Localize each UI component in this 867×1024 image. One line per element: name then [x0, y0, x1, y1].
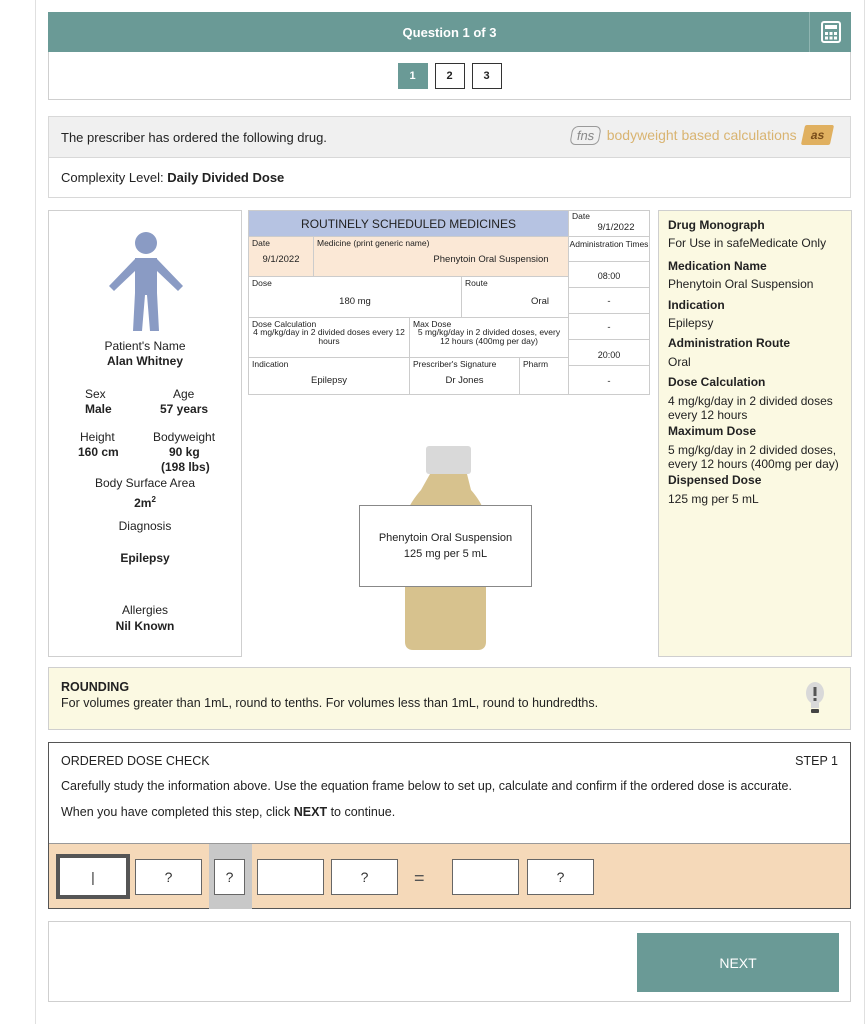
- complexity-row: [48, 158, 851, 198]
- dose-cell: Dose 180 mg: [249, 277, 462, 318]
- dose-check-next-hint: When you have completed this step, click NEXT to continue.: [61, 804, 396, 819]
- equation-result-unit[interactable]: ?: [527, 859, 594, 895]
- age-value: 57 years: [160, 402, 209, 416]
- monograph-route: Oral: [668, 354, 691, 369]
- prescriber-text: The prescriber has ordered the following drug.: [61, 129, 327, 145]
- bodyweight-lbs: (198 lbs): [161, 460, 210, 474]
- brand-badge: as: [801, 125, 835, 145]
- monograph-title: Drug Monograph: [668, 218, 765, 232]
- indication-value: Epilepsy: [311, 375, 347, 386]
- person-icon: [107, 231, 185, 333]
- bottle-line-2: 125 mg per 5 mL: [403, 548, 488, 560]
- bottle-line-1: Phenytoin Oral Suspension: [378, 532, 513, 544]
- bsa-value: $2m^2$: [134, 495, 156, 510]
- patient-panel: [48, 210, 242, 657]
- dose-value: 180 mg: [339, 296, 371, 307]
- time-slot-5: -: [569, 366, 650, 395]
- monograph-indication-heading: Indication: [668, 297, 725, 312]
- monograph-dispensed-heading: Dispensed Dose: [668, 473, 762, 488]
- question-1-button[interactable]: 1: [398, 63, 428, 89]
- rounding-text: For volumes greater than 1mL, round to tenths. For volumes less than 1mL, round to hundredths.: [61, 695, 599, 710]
- question-header: [48, 12, 851, 52]
- question-3-button[interactable]: 3: [472, 63, 502, 89]
- dose-check-title: ORDERED DOSE CHECK: [61, 754, 210, 768]
- equation-result[interactable]: [452, 859, 519, 895]
- next-row: [48, 921, 851, 1002]
- chart-title-cell: [249, 211, 569, 237]
- dose-calc-value: 4 mg/kg/day in 2 divided doses every 12 hours: [253, 327, 405, 346]
- time-slot-3: -: [569, 314, 650, 340]
- max-dose-cell: Max Dose 5 mg/kg/day in 2 divided doses, every 12 hours (400mg per day): [410, 318, 569, 358]
- max-dose-value: 5 mg/kg/day in 2 divided doses, every 12 hours (400mg per day): [417, 327, 561, 346]
- equation-input-2[interactable]: [257, 859, 324, 895]
- equation-frame: [49, 843, 850, 908]
- monograph-name: Phenytoin Oral Suspension: [668, 277, 814, 292]
- monograph-subtitle: For Use in safeMedicate Only: [668, 236, 827, 251]
- lightbulb-icon[interactable]: [806, 682, 824, 714]
- bodyweight-label: Bodyweight: [153, 430, 216, 444]
- monograph-route-heading: Administration Route: [668, 336, 790, 351]
- equation-unit-2[interactable]: ?: [331, 859, 398, 895]
- ordered-dose-check: [48, 742, 851, 909]
- complexity-value: Daily Divided Dose: [167, 170, 285, 185]
- signature-cell: Prescriber's Signature Dr Jones: [410, 358, 520, 395]
- monograph-indication: Epilepsy: [668, 315, 714, 330]
- question-title: Question 1 of 3: [402, 24, 497, 40]
- question-2-button[interactable]: 2: [435, 63, 465, 89]
- diagnosis-value: Epilepsy: [120, 551, 170, 565]
- equation-operator[interactable]: ?: [214, 859, 245, 895]
- signature-value: Dr Jones: [445, 375, 484, 386]
- complexity-label: Complexity Level:: [61, 170, 164, 185]
- height-value: 160 cm: [78, 445, 119, 459]
- equals-sign: =: [414, 868, 425, 888]
- brand-fns: fns: [570, 126, 603, 145]
- chart-date-cell: Date 9/1/2022: [569, 211, 650, 237]
- equation-input-1[interactable]: |: [56, 854, 130, 899]
- prescriber-banner: [48, 116, 851, 158]
- bottle-label: [359, 505, 532, 587]
- allergies-label: Allergies: [121, 603, 169, 617]
- route-value: Oral: [531, 296, 549, 307]
- calculator-button[interactable]: [809, 12, 851, 52]
- bodyweight-value: 90 kg: [169, 445, 200, 459]
- pharm-cell: Pharm: [520, 358, 569, 395]
- chart-date: 9/1/2022: [597, 222, 635, 233]
- monograph-dispensed: 125 mg per 5 mL: [668, 491, 759, 506]
- monograph-dosecalc: 4 mg/kg/day in 2 divided doses every 12 hours: [668, 393, 833, 422]
- patient-name-label: Patient's Name: [104, 339, 186, 353]
- diagnosis-label: Diagnosis: [118, 519, 172, 533]
- allergies-value: Nil Known: [115, 619, 175, 633]
- dose-check-instruction: Carefully study the information above. Use the equation frame below to set up, calculate and confirm if the ordered dose is accurate.: [61, 779, 792, 794]
- sex-value: Male: [85, 402, 112, 416]
- age-label: Age: [173, 387, 195, 401]
- height-label: Height: [80, 430, 115, 444]
- medicine-cell: Medicine (print generic name) Phenytoin Oral Suspension: [314, 237, 569, 277]
- row-date-cell: Date 9/1/2022: [249, 237, 314, 277]
- time-slot-2: -: [569, 288, 650, 314]
- route-cell: Route Oral: [462, 277, 569, 318]
- drug-monograph: [658, 210, 852, 657]
- dose-check-step: STEP 1: [795, 754, 838, 768]
- monograph-maxdose: 5 mg/kg/day in 2 divided doses, every 12 hours (400mg per day): [668, 442, 839, 472]
- medicine-value: Phenytoin Oral Suspension: [433, 254, 549, 265]
- brand-text: bodyweight based calculations: [606, 127, 797, 143]
- monograph-name-heading: Medication Name: [668, 258, 767, 273]
- indication-cell: Indication Epilepsy: [249, 358, 410, 395]
- rounding-title: ROUNDING: [61, 680, 130, 694]
- medication-chart: [248, 210, 650, 395]
- next-button[interactable]: NEXT: [637, 933, 839, 992]
- monograph-dosecalc-heading: Dose Calculation: [668, 375, 766, 390]
- time-slot-4: 20:00: [569, 340, 650, 366]
- admin-times-cell: Administration Times: [569, 237, 650, 262]
- question-nav: [48, 52, 851, 100]
- monograph-maxdose-heading: Maximum Dose: [668, 424, 757, 439]
- time-slot-1: 08:00: [569, 262, 650, 288]
- rounding-panel: [48, 667, 851, 730]
- row-date: 9/1/2022: [262, 254, 300, 265]
- brand-logo: [571, 125, 832, 145]
- calculator-icon: [821, 21, 841, 43]
- dose-calc-cell: Dose Calculation 4 mg/kg/day in 2 divided doses every 12 hours: [249, 318, 410, 358]
- sex-label: Sex: [85, 387, 106, 401]
- patient-name: Alan Whitney: [106, 354, 183, 368]
- bsa-label: Body Surface Area: [94, 476, 196, 490]
- equation-unit-1[interactable]: ?: [135, 859, 202, 895]
- chart-title: ROUTINELY SCHEDULED MEDICINES: [301, 217, 516, 231]
